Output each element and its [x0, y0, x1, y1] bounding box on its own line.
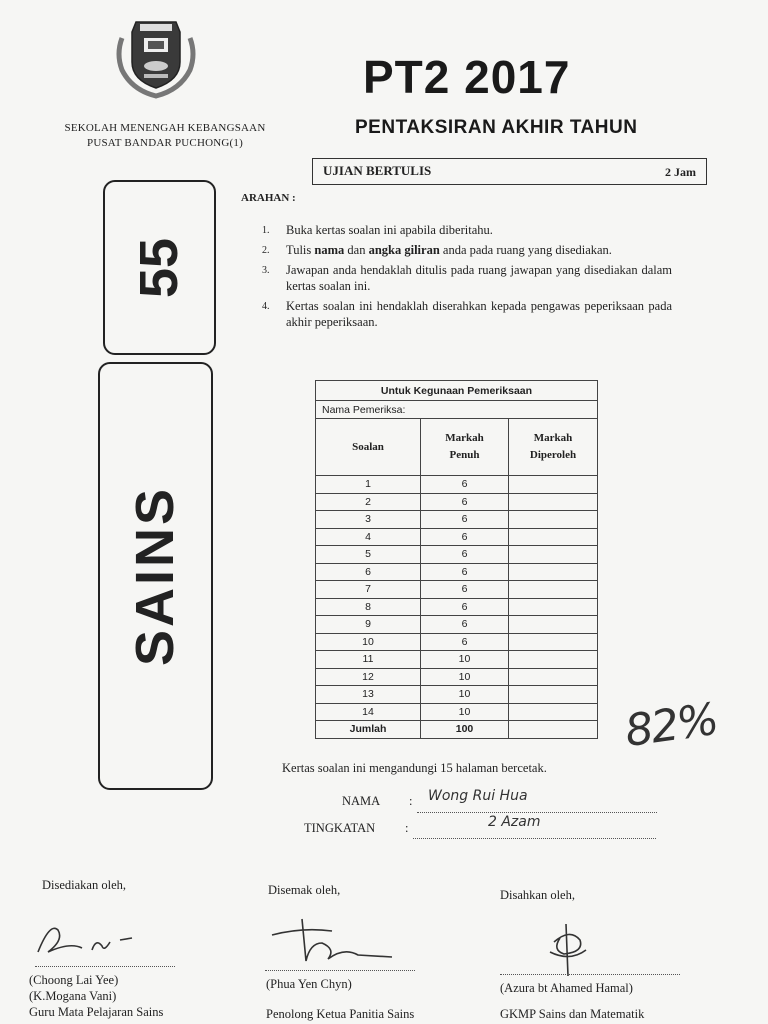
instruction-number: 2. — [262, 245, 270, 256]
exam-title: PT2 2017 — [363, 51, 571, 103]
obtained-marks-cell — [509, 686, 598, 704]
signature-2 — [262, 913, 412, 968]
table-row — [316, 476, 598, 494]
signatory-name: (K.Mogana Vani) — [29, 989, 117, 1003]
header-question: Soalan — [316, 419, 421, 476]
subject-name: SAINS — [125, 485, 186, 667]
header-full-marks — [421, 419, 509, 476]
instruction-text-part: dan — [344, 243, 369, 257]
instruction-item — [262, 262, 672, 294]
name-label: NAMA — [342, 794, 381, 808]
obtained-marks-cell — [509, 633, 598, 651]
instruction-text: Buka kertas soalan ini apabila diberitahu. — [286, 223, 493, 237]
table-row-total — [316, 721, 598, 739]
full-marks-cell: 6 — [421, 528, 509, 546]
obtained-marks-cell — [509, 616, 598, 634]
checked-by-names — [266, 976, 414, 1022]
total-full: 100 — [421, 721, 509, 739]
full-marks-cell: 10 — [421, 703, 509, 721]
instruction-bold-number: angka giliran — [368, 243, 440, 257]
subject-name-box — [98, 362, 213, 790]
full-marks-cell: 6 — [421, 598, 509, 616]
table-row — [316, 493, 598, 511]
table-row — [316, 703, 598, 721]
exam-duration: 2 Jam — [665, 165, 696, 179]
exam-subtitle: PENTAKSIRAN AKHIR TAHUN — [355, 117, 638, 138]
obtained-marks-cell — [509, 651, 598, 669]
signatory-role: GKMP Sains dan Matematik — [500, 1007, 645, 1021]
name-separator: : — [409, 794, 413, 808]
table-row — [316, 581, 598, 599]
school-name — [40, 121, 290, 151]
table-row — [316, 511, 598, 529]
signatory-role: Guru Mata Pelajaran Sains — [29, 1005, 164, 1019]
full-marks-cell: 6 — [421, 493, 509, 511]
instruction-text-part: anda pada ruang yang disediakan. — [439, 243, 612, 257]
full-marks-cell: 6 — [421, 633, 509, 651]
header-full-marks-line1: Markah — [445, 432, 484, 444]
question-number-cell: 9 — [316, 616, 421, 634]
question-number-cell: 1 — [316, 476, 421, 494]
table-row — [316, 546, 598, 564]
instruction-text — [286, 243, 612, 257]
prepared-by-names — [29, 972, 163, 1020]
obtained-marks-cell — [509, 668, 598, 686]
full-marks-cell: 6 — [421, 616, 509, 634]
prepared-by-label: Disediakan oleh, — [42, 878, 127, 892]
table-row — [316, 563, 598, 581]
obtained-marks-cell — [509, 563, 598, 581]
approved-by-label: Disahkan oleh, — [500, 888, 575, 902]
obtained-marks-cell — [509, 703, 598, 721]
obtained-marks-cell — [509, 546, 598, 564]
obtained-marks-cell — [509, 476, 598, 494]
table-row — [316, 686, 598, 704]
exam-type: UJIAN BERTULIS — [323, 163, 432, 178]
subject-code-box — [103, 180, 216, 355]
obtained-marks-cell — [509, 528, 598, 546]
page-count-note: Kertas soalan ini mengandungi 15 halaman bercetak. — [282, 761, 547, 775]
question-number-cell: 13 — [316, 686, 421, 704]
class-value: 2 Azam — [488, 814, 541, 830]
question-number-cell: 7 — [316, 581, 421, 599]
signature-line-3 — [500, 972, 680, 975]
school-name-line2: PUSAT BANDAR PUCHONG(1) — [87, 137, 243, 149]
full-marks-cell: 6 — [421, 581, 509, 599]
header-obtained-marks — [509, 419, 598, 476]
instruction-text: Kertas soalan ini hendaklah diserahkan kepada pengawas peperiksaan pada akhir peperiksaan. — [286, 299, 672, 329]
subject-code: 55 — [129, 237, 190, 298]
table-row — [316, 668, 598, 686]
marks-table — [315, 380, 598, 739]
table-row — [316, 598, 598, 616]
instruction-text-part: Tulis — [286, 243, 315, 257]
instruction-item — [262, 242, 672, 258]
full-marks-cell: 10 — [421, 686, 509, 704]
instruction-item — [262, 222, 672, 238]
question-number-cell: 4 — [316, 528, 421, 546]
obtained-marks-cell — [509, 598, 598, 616]
obtained-marks-cell — [509, 493, 598, 511]
examiner-name-field: Nama Pemeriksa: — [316, 401, 598, 419]
instructions-list — [262, 222, 672, 334]
table-row — [316, 528, 598, 546]
table-row — [316, 651, 598, 669]
question-number-cell: 11 — [316, 651, 421, 669]
signatory-name: (Phua Yen Chyn) — [266, 977, 352, 991]
header-full-marks-line2: Penuh — [449, 449, 480, 461]
header-obtained-marks-line1: Markah — [533, 432, 573, 444]
name-value: Wong Rui Hua — [428, 788, 528, 804]
exam-type-box — [312, 158, 707, 185]
question-number-cell: 5 — [316, 546, 421, 564]
instructions-heading: ARAHAN : — [241, 192, 296, 204]
instruction-bold-name: nama — [314, 243, 345, 257]
instruction-text: Jawapan anda hendaklah ditulis pada ruang jawapan yang disediakan dalam kertas soalan ini. — [286, 263, 672, 293]
question-number-cell: 14 — [316, 703, 421, 721]
class-label: TINGKATAN — [304, 821, 376, 835]
obtained-marks-cell — [509, 581, 598, 599]
table-row — [316, 633, 598, 651]
signature-3 — [540, 920, 600, 980]
marks-table-body — [316, 476, 598, 721]
school-crest-logo — [110, 14, 202, 100]
signatory-role: Penolong Ketua Panitia Sains — [266, 1007, 415, 1021]
full-marks-cell: 6 — [421, 511, 509, 529]
question-number-cell: 3 — [316, 511, 421, 529]
signatory-name: (Azura bt Ahamed Hamal) — [500, 981, 633, 995]
signature-1 — [30, 912, 170, 962]
class-separator: : — [405, 821, 409, 835]
question-number-cell: 6 — [316, 563, 421, 581]
total-label: Jumlah — [316, 721, 421, 739]
school-name-line1: SEKOLAH MENENGAH KEBANGSAAN — [64, 122, 266, 134]
signature-line-1 — [35, 964, 175, 967]
obtained-marks-cell — [509, 511, 598, 529]
instruction-number: 4. — [262, 301, 270, 312]
instruction-item — [262, 298, 672, 330]
full-marks-cell: 10 — [421, 651, 509, 669]
table-row — [316, 616, 598, 634]
full-marks-cell: 6 — [421, 563, 509, 581]
full-marks-cell: 6 — [421, 476, 509, 494]
instruction-number: 3. — [262, 265, 270, 276]
question-number-cell: 8 — [316, 598, 421, 616]
full-marks-cell: 6 — [421, 546, 509, 564]
header-obtained-marks-line2: Diperoleh — [529, 449, 577, 461]
total-obtained — [509, 721, 598, 739]
signature-line-2 — [265, 968, 415, 971]
signatory-name: (Choong Lai Yee) — [29, 973, 119, 987]
instruction-number: 1. — [262, 225, 270, 236]
question-number-cell: 2 — [316, 493, 421, 511]
table-caption: Untuk Kegunaan Pemeriksaan — [316, 381, 598, 401]
full-marks-cell: 10 — [421, 668, 509, 686]
handwritten-score: 82% — [621, 693, 720, 758]
question-number-cell: 12 — [316, 668, 421, 686]
question-number-cell: 10 — [316, 633, 421, 651]
checked-by-label: Disemak oleh, — [268, 883, 341, 897]
approved-by-names — [500, 980, 644, 1022]
